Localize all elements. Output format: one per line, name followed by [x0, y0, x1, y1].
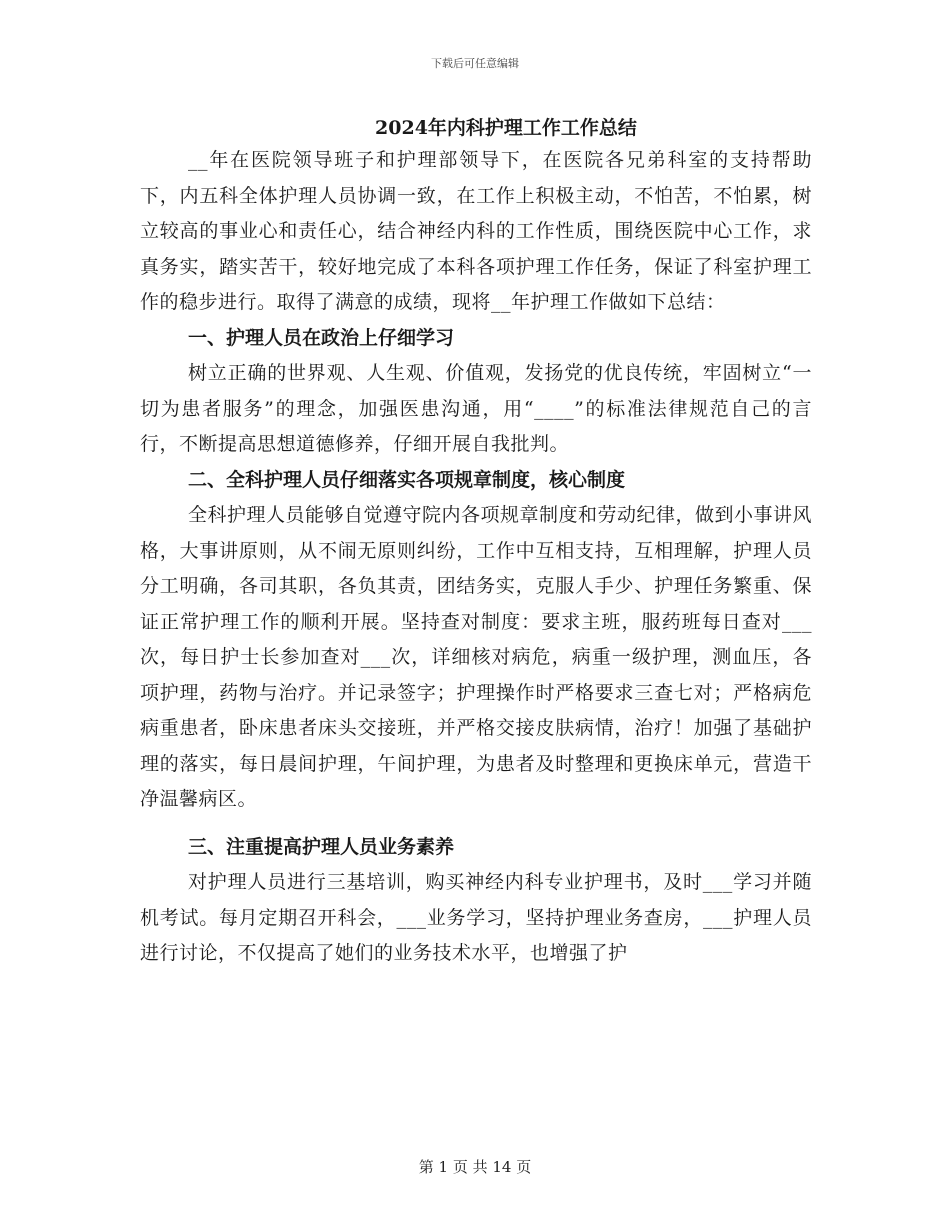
page-number: 第 1 页 共 14 页	[418, 1158, 532, 1176]
section-heading-2: 二、全科护理人员仔细落实各项规章制度，核心制度	[188, 468, 626, 491]
section-heading-1: 一、护理人员在政治上仔细学习	[188, 326, 455, 349]
section-body-3: 对护理人员进行三基培训，购买神经内科专业护理书，及时___学习并随机考试。每月定期召开科会，___业务学习，坚持护理业务查房，___护理人员进行讨论，不仅提高了她们的业务技术水平，也增强了护	[140, 871, 812, 964]
section-body-1: 树立正确的世界观、人生观、价值观，发扬党的优良传统，牢固树立“一切为患者服务”的理念，加强医患沟通，用“____”的标准法律规范自己的言行，不断提高思想道德修养，仔细开展自我批判。	[140, 362, 812, 455]
section-body-2: 全科护理人员能够自觉遵守院内各项规章制度和劳动纪律，做到小事讲风格，大事讲原则，从不闹无原则纠纷，工作中互相支持，互相理解，护理人员分工明确，各司其职，各负其责，团结务实，克服人手少、护理任务繁重、保证正常护理工作的顺利开展。坚持查对制度：要求主班，服药班每日查对___次，每日护士长参加查对___次，详细核对病危，病重一级护理，测血压，各项护理，药物与治疗。并记录签字；护理操作时严格要求三查七对；严格病危病重患者，卧床患者床头交接班，并严格交接皮肤病情，治疗！加强了基础护理的落实，每日晨间护理，午间护理，为患者及时整理和更换床单元，营造干净温馨病区。	[140, 504, 813, 810]
document-title: 2024年内科护理工作工作总结	[375, 117, 637, 139]
intro-paragraph: __年在医院领导班子和护理部领导下，在医院各兄弟科室的支持帮助下，内五科全体护理人员协调一致，在工作上积极主动，不怕苦，不怕累，树立较高的事业心和责任心，结合神经内科的工作性质，围绕医院中心工作，求真务实，踏实苦干，较好地完成了本科各项护理工作任务，保证了科室护理工作的稳步进行。取得了满意的成绩，现将__年护理工作做如下总结：	[140, 149, 812, 313]
page-header-note: 下载后可任意编辑	[431, 57, 519, 70]
document-body	[140, 113, 812, 972]
section-heading-3: 三、注重提高护理人员业务素养	[188, 835, 455, 858]
